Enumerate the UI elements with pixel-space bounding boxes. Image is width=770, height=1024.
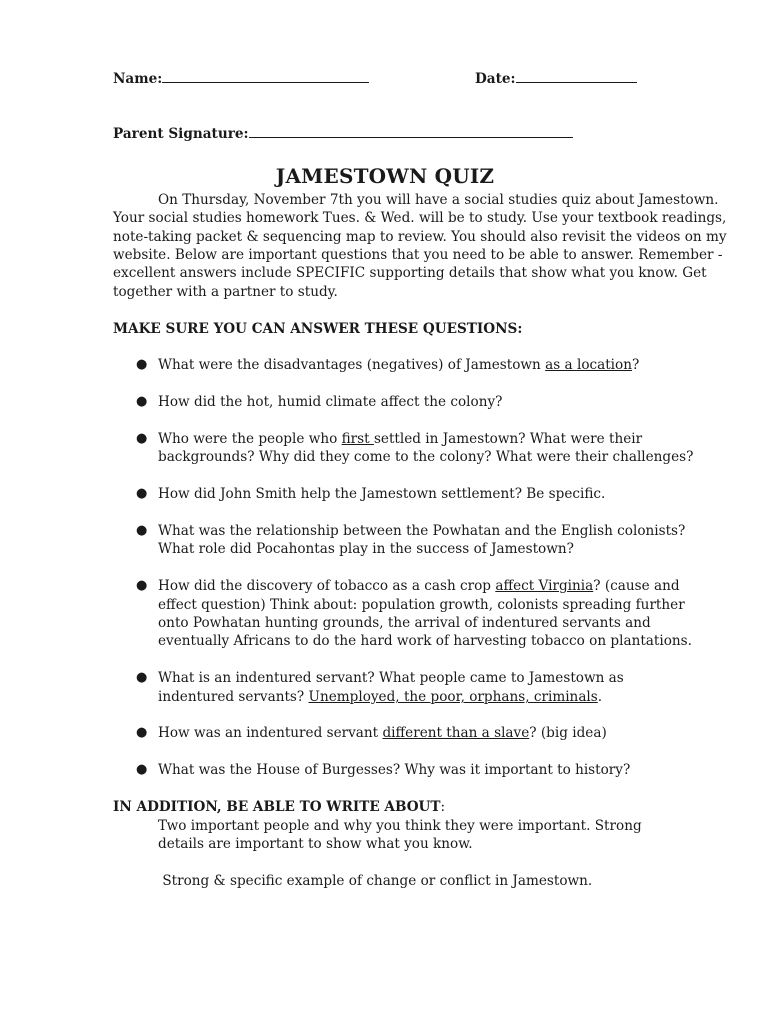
question-3-line-2: backgrounds? Why did they come to the colony? What were their challenges? xyxy=(158,449,694,465)
question-5: What was the relationship between the Powhatan and the English colonists? xyxy=(158,523,686,539)
addition-heading: IN ADDITION, BE ABLE TO WRITE ABOUT: xyxy=(113,799,446,815)
bullet-icon: ● xyxy=(136,357,148,372)
question-7: What is an indentured servant? What people came to Jamestown as xyxy=(158,670,624,686)
bullet-icon: ● xyxy=(136,725,148,740)
name-field[interactable] xyxy=(113,70,369,89)
bullet-icon: ● xyxy=(136,670,148,685)
intro-line-6: together with a partner to study. xyxy=(113,284,338,300)
intro-line-5: excellent answers include SPECIFIC supporting details that show what you know. Get xyxy=(113,265,707,281)
bullet-icon: ● xyxy=(136,523,148,538)
question-3: Who were the people who first settled in Jamestown? What were their xyxy=(158,431,643,447)
addition-line-1: Two important people and why you think they were important. Strong xyxy=(158,818,642,834)
date-field[interactable] xyxy=(475,70,637,89)
question-8: How was an indentured servant different than a slave? (big idea) xyxy=(158,725,607,741)
addition-line-2: details are important to show what you know. xyxy=(158,836,473,852)
question-1: What were the disadvantages (negatives) of Jamestown as a location? xyxy=(158,357,640,373)
question-6-line-3: onto Powhatan hunting grounds, the arrival of indentured servants and xyxy=(158,615,651,631)
name-line[interactable] xyxy=(162,70,369,83)
date-label: Date: xyxy=(475,71,516,87)
addition-line-3: Strong & specific example of change or conflict in Jamestown. xyxy=(158,873,593,889)
intro-line-1: On Thursday, November 7th you will have a social studies quiz about Jamestown. xyxy=(158,192,719,208)
bullet-icon: ● xyxy=(136,762,148,777)
question-6: How did the discovery of tobacco as a cash crop affect Virginia? (cause and xyxy=(158,578,680,594)
name-label: Name: xyxy=(113,71,163,87)
question-4: How did John Smith help the Jamestown settlement? Be specific. xyxy=(158,486,606,502)
parent-signature-field[interactable] xyxy=(113,125,573,144)
bullet-icon: ● xyxy=(136,578,148,593)
bullet-icon: ● xyxy=(136,394,148,409)
question-9: What was the House of Burgesses? Why was it important to history? xyxy=(158,762,631,778)
question-6-line-2: effect question) Think about: population growth, colonists spreading further xyxy=(158,597,685,613)
parent-signature-line[interactable] xyxy=(249,125,573,138)
questions-heading: MAKE SURE YOU CAN ANSWER THESE QUESTIONS: xyxy=(113,321,523,337)
question-6-line-4: eventually Africans to do the hard work of harvesting tobacco on plantations. xyxy=(158,633,692,649)
question-2: How did the hot, humid climate affect the colony? xyxy=(158,394,503,410)
intro-line-2: Your social studies homework Tues. & Wed. will be to study. Use your textbook readings, xyxy=(113,210,727,226)
bullet-icon: ● xyxy=(136,431,148,446)
intro-line-3: note-taking packet & sequencing map to review. You should also revisit the videos on my xyxy=(113,229,727,245)
parent-signature-label: Parent Signature: xyxy=(113,126,249,142)
date-line[interactable] xyxy=(516,70,637,83)
question-7-line-2: indentured servants? Unemployed, the poor, orphans, criminals. xyxy=(158,689,603,705)
question-5-line-2: What role did Pocahontas play in the success of Jamestown? xyxy=(158,541,574,557)
intro-line-4: website. Below are important questions that you need to be able to answer. Remember - xyxy=(113,247,723,263)
bullet-icon: ● xyxy=(136,486,148,501)
page-title: JAMESTOWN QUIZ xyxy=(275,164,495,188)
